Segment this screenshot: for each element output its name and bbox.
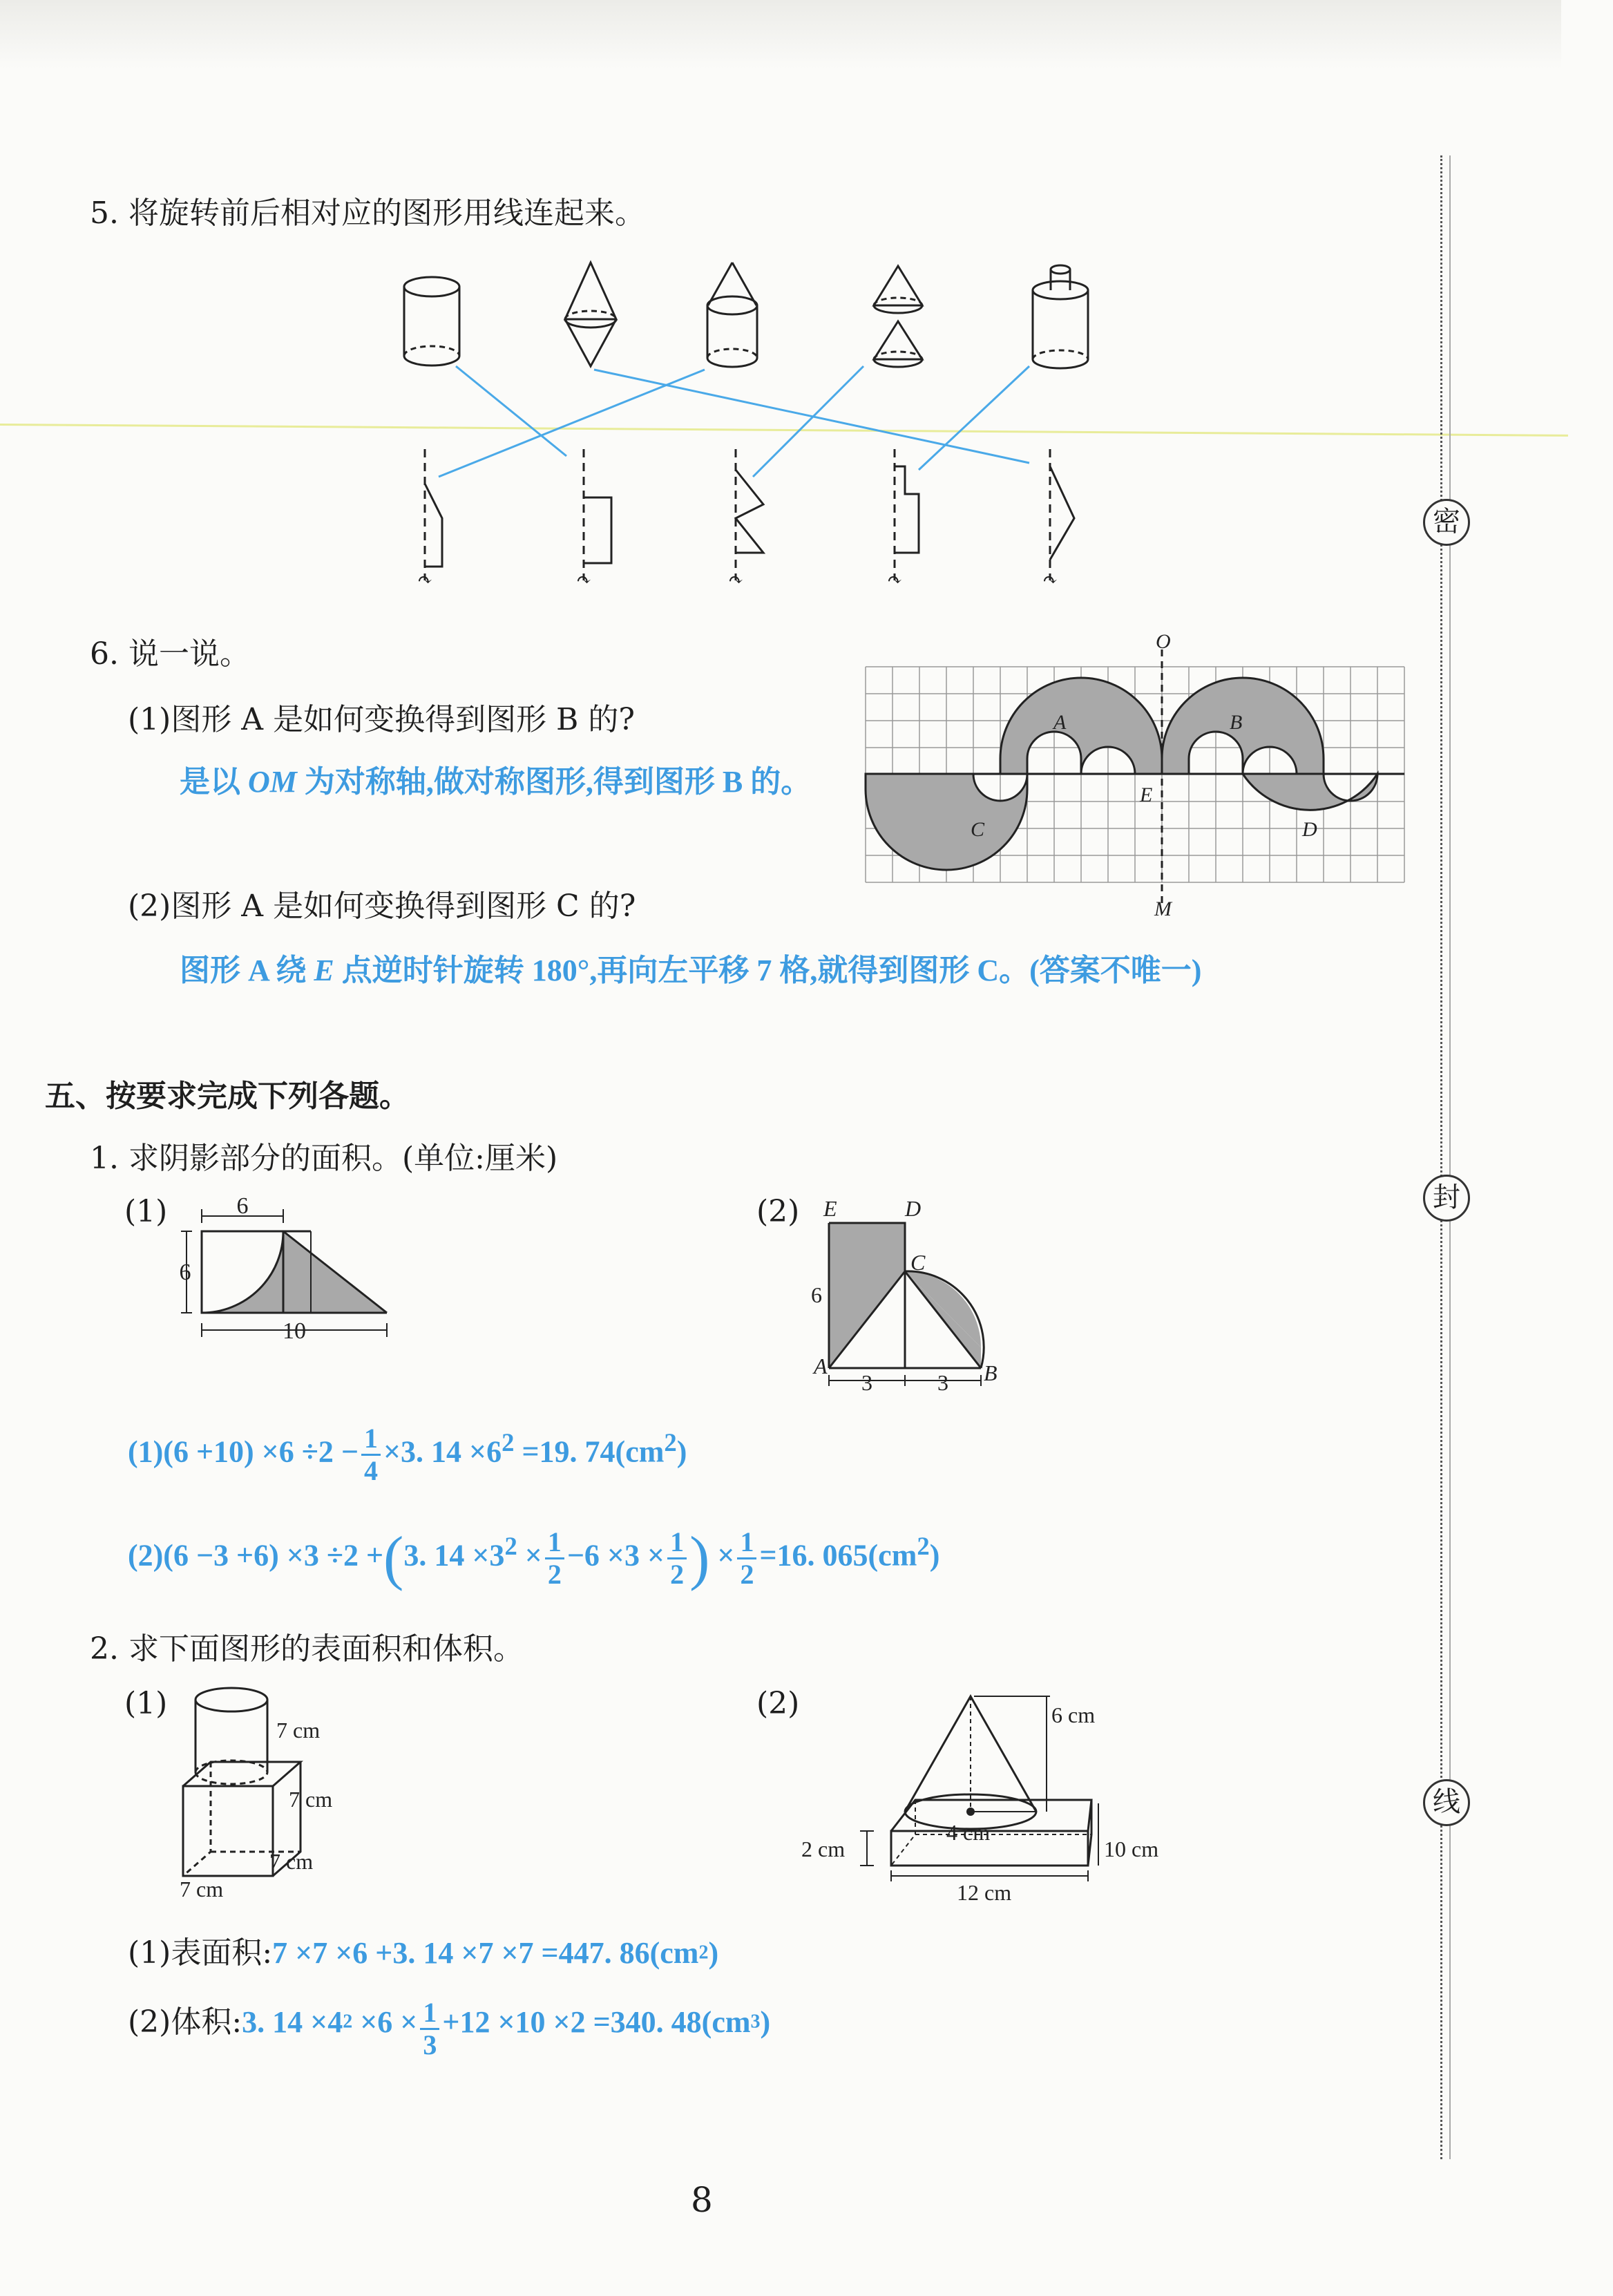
q2f2-dim-t: 2 cm [801,1837,846,1861]
match-line-5 [919,366,1029,470]
q2a2-c: +12 ×10 ×2 =340. 48(cm [442,2005,751,2039]
q2a2-unit-sup: 3 [750,2011,761,2033]
a2-rparen: ) [689,1525,710,1592]
binding-line [1440,155,1442,2159]
rotate-arrow-5: ↷ [1042,570,1058,590]
q6-grid-figure [860,629,1413,919]
a1-suffix: ×3. 14 ×6 [383,1434,502,1469]
seal-mi: 密 [1423,499,1470,546]
q2f2-dim-w: 10 cm [1104,1837,1159,1861]
label-C: C [971,818,985,841]
q6-title: 6. 说一说。 [90,636,250,672]
s5-q2-fig2 [801,1676,1188,1910]
profile-2 [584,449,611,580]
a1-end: =19. 74(cm [514,1434,665,1469]
q2f2-dim-h: 6 cm [1051,1702,1096,1727]
label-D: D [1302,818,1317,841]
s5-q2-fig1-label: (1) [124,1686,168,1721]
rotate-arrow-3: ↷ [728,570,743,590]
profile-5 [1050,449,1074,580]
shape-A [1000,678,1162,774]
solid-double-cone [565,263,616,366]
s5-q2-answer2 [128,1997,770,2060]
fig2-label-A: A [814,1354,828,1378]
a1-close: ) [676,1434,687,1469]
a1-sup: 2 [502,1427,515,1457]
label-B: B [1230,711,1243,734]
profile-4 [895,449,919,580]
a1-frac-d: 4 [363,1455,378,1486]
q2f2-dim-r: 4 cm [946,1820,991,1845]
profile-3 [736,449,763,580]
a2-frac1-d: 2 [547,1559,562,1590]
section5-heading: 五、按要求完成下列各题。 [45,1079,410,1114]
q5-title: 5. 将旋转前后相对应的图形用线连起来。 [90,196,645,231]
s5-q2-answer1 [128,1928,718,1972]
s5-q1-fig1-label: (1) [124,1194,168,1229]
s5-q2-title: 2. 求下面图形的表面积和体积。 [90,1631,524,1667]
a1-unit-sup: 2 [664,1427,677,1457]
a2-prefix: (2)(6 −3 +6) ×3 ÷2 + [128,1538,384,1573]
a2-end: =16. 065(cm [759,1538,917,1573]
q2a2-label: (2)体积: [128,2004,242,2040]
q2a1-label: (1)表面积: [128,1935,273,1971]
q6-answer1-b: 为对称轴,做对称图形,得到图形 B 的。 [296,765,812,799]
a2-mid3: −6 ×3 × [566,1538,665,1573]
q6-answer2-a: 图形 A 绕 [180,953,314,987]
q2a1-close: ) [708,1936,719,1970]
a2-mid1: 3. 14 ×3 [403,1538,505,1573]
a1-frac-n: 1 [361,1423,381,1456]
profile-1 [425,449,442,580]
match-line-1 [456,366,566,456]
fig1-dim-bottom: 10 [283,1318,306,1344]
q6-answer1 [180,757,811,801]
fig1-dim-top: 6 [236,1193,249,1219]
a2-frac1-n: 1 [545,1527,564,1559]
q2f1-dim-1: 7 cm [276,1718,321,1743]
a2-mid4: × [709,1538,735,1573]
q2a2-frac [420,1998,439,2060]
q6-sub2: (2)图形 A 是如何变换得到图形 C 的? [128,889,636,924]
q2f1-dim-4: 7 cm [269,1849,314,1874]
fig2-label-C: C [910,1250,926,1275]
q2f1-dim-2: 7 cm [289,1787,333,1812]
match-line-2 [594,370,1029,463]
a2-frac3-d: 2 [740,1559,754,1590]
label-A: A [1053,711,1067,734]
label-O: O [1156,630,1171,653]
a2-frac2-d: 2 [670,1559,685,1590]
q2a2-b: ×6 × [352,2005,418,2039]
a2-frac3-n: 1 [737,1527,756,1559]
s5-q1-fig2 [801,1188,1022,1396]
s5-q2-fig1 [173,1679,380,1900]
label-E: E [1140,784,1153,806]
a2-frac2-n: 1 [667,1527,687,1559]
q6-answer1-a: 是以 [180,765,248,799]
fig2-dim-3b: 3 [937,1370,948,1395]
s5-q2-fig2-label: (2) [756,1686,800,1721]
q2a2-frac-d: 3 [423,2029,437,2060]
a1-frac [361,1423,381,1486]
q6-answer1-om: OM [248,765,297,799]
q2a1-sup: 2 [698,1942,709,1964]
s5-q1-title: 1. 求阴影部分的面积。(单位:厘米) [90,1141,558,1176]
top-band [0,0,1561,69]
fig2-label-B: B [984,1360,998,1385]
a2-frac1 [545,1527,564,1590]
q2a2-a: 3. 14 ×4 [242,2005,343,2039]
q6-answer2-b: 点逆时针旋转 180°,再向左平移 7 格,就得到图形 C。(答案不唯一) [334,953,1202,987]
a2-lparen: ( [383,1525,404,1592]
rotate-arrow-4: ↷ [887,570,902,590]
fig2-label-E: E [823,1196,837,1221]
s5-q1-answer2 [128,1524,939,1593]
s5-q1-answer1 [128,1423,687,1486]
binding-line-outer [1449,155,1451,2159]
s5-q1-fig2-label: (2) [756,1194,800,1229]
a2-unit-sup: 2 [917,1531,930,1560]
label-M: M [1154,898,1172,920]
match-line-4 [753,366,863,477]
q6-answer2-e: E [314,953,334,987]
shape-D [1243,774,1377,810]
q2a1-formula: 7 ×7 ×6 +3. 14 ×7 ×7 =447. 86(cm [272,1936,699,1970]
a2-sup1: 2 [504,1531,517,1560]
q2a2-sup: 2 [343,2011,353,2033]
rotate-arrow-2: ↷ [576,570,591,590]
a1-prefix: (1)(6 +10) ×6 ÷2 − [128,1434,359,1469]
a2-frac2 [667,1527,687,1590]
a2-frac3 [737,1527,756,1590]
solid-two-cones [874,266,922,367]
seal-xian: 线 [1423,1779,1470,1826]
q2a2-close: ) [760,2005,771,2039]
page-number: 8 [691,2180,713,2220]
q2f2-dim-l: 12 cm [957,1880,1012,1905]
fig2-dim-3a: 3 [861,1370,872,1395]
fig1-dim-side: 6 [179,1260,191,1285]
q6-sub1: (1)图形 A 是如何变换得到图形 B 的? [128,702,635,737]
seal-feng: 封 [1423,1175,1470,1222]
shape-B [1162,678,1324,774]
fig2-dim-6: 6 [811,1282,822,1307]
q2f1-dim-3: 7 cm [180,1877,224,1901]
a2-close: ) [929,1538,940,1573]
solid-cylinder [404,277,459,366]
rotate-arrow-1: ↷ [417,570,432,590]
fig2-label-D: D [905,1196,922,1221]
solid-stacked-cylinders [1033,265,1088,368]
q6-answer2 [180,945,1201,989]
q2a2-frac-n: 1 [420,1998,439,2030]
solid-cone-on-cylinder [707,263,757,367]
q5-figure [387,256,1147,615]
a2-mid2: × [517,1538,542,1573]
s5-q1-fig1 [173,1188,401,1347]
